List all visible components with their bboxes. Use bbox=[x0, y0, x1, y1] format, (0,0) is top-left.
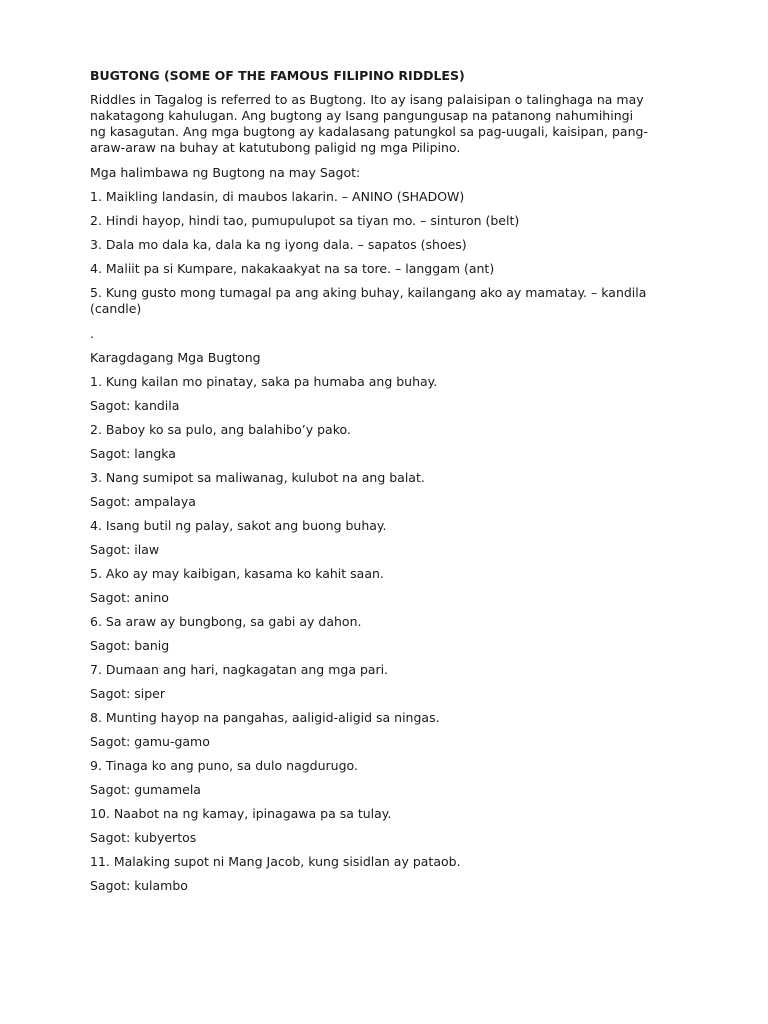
riddle-question: 6. Sa araw ay bungbong, sa gabi ay dahon. bbox=[90, 614, 362, 629]
additional-heading: Karagdagang Mga Bugtong bbox=[90, 350, 261, 365]
example-item: 3. Dala mo dala ka, dala ka ng iyong dala. – sapatos (shoes) bbox=[90, 237, 467, 252]
document-content bbox=[90, 68, 650, 902]
riddle-answer: Sagot: ampalaya bbox=[90, 494, 196, 509]
example-item: 4. Maliit pa si Kumpare, nakakaakyat na sa tore. – langgam (ant) bbox=[90, 261, 495, 276]
examples-heading: Mga halimbawa ng Bugtong na may Sagot: bbox=[90, 165, 361, 180]
riddle-answer: Sagot: langka bbox=[90, 446, 176, 461]
separator-dot: . bbox=[90, 326, 94, 341]
riddle-question: 8. Munting hayop na pangahas, aaligid-aligid sa ningas. bbox=[90, 710, 440, 725]
riddle-answer: Sagot: kubyertos bbox=[90, 830, 197, 845]
riddle-question: 11. Malaking supot ni Mang Jacob, kung sisidlan ay pataob. bbox=[90, 854, 461, 869]
document-title: BUGTONG (SOME OF THE FAMOUS FILIPINO RIDDLES) bbox=[90, 68, 465, 83]
riddle-question: 1. Kung kailan mo pinatay, saka pa humaba ang buhay. bbox=[90, 374, 438, 389]
riddle-answer: Sagot: gumamela bbox=[90, 782, 201, 797]
example-item: 2. Hindi hayop, hindi tao, pumupulupot sa tiyan mo. – sinturon (belt) bbox=[90, 213, 520, 228]
riddle-question: 4. Isang butil ng palay, sakot ang buong buhay. bbox=[90, 518, 387, 533]
riddle-question: 5. Ako ay may kaibigan, kasama ko kahit saan. bbox=[90, 566, 384, 581]
riddle-answer: Sagot: ilaw bbox=[90, 542, 160, 557]
riddle-question: 10. Naabot na ng kamay, ipinagawa pa sa tulay. bbox=[90, 806, 392, 821]
intro-paragraph: Riddles in Tagalog is referred to as Bugtong. Ito ay isang palaisipan o talinghaga na may nakatagong kahulugan. Ang bugtong ay Isang pangungusap na patanong nahumihingi ng kasagutan. Ang mga bugtong ay kadalasang patungkol sa pag-uugali, kaisipan, pang-araw-araw na buhay at katutubong paligid ng mga Pilipino. bbox=[90, 92, 648, 155]
riddle-question: 7. Dumaan ang hari, nagkagatan ang mga pari. bbox=[90, 662, 389, 677]
example-item: 5. Kung gusto mong tumagal pa ang aking buhay, kailangang ako ay mamatay. – kandila (candle) bbox=[90, 285, 647, 316]
riddle-answer: Sagot: anino bbox=[90, 590, 169, 605]
riddle-answer: Sagot: banig bbox=[90, 638, 170, 653]
riddle-question: 2. Baboy ko sa pulo, ang balahibo’y pako. bbox=[90, 422, 351, 437]
example-item: 1. Maikling landasin, di maubos lakarin. – ANINO (SHADOW) bbox=[90, 189, 465, 204]
riddle-answer: Sagot: kandila bbox=[90, 398, 180, 413]
riddle-question: 3. Nang sumipot sa maliwanag, kulubot na ang balat. bbox=[90, 470, 425, 485]
riddle-answer: Sagot: siper bbox=[90, 686, 166, 701]
riddle-answer: Sagot: gamu-gamo bbox=[90, 734, 210, 749]
riddle-answer: Sagot: kulambo bbox=[90, 878, 188, 893]
riddle-question: 9. Tinaga ko ang puno, sa dulo nagdurugo. bbox=[90, 758, 358, 773]
